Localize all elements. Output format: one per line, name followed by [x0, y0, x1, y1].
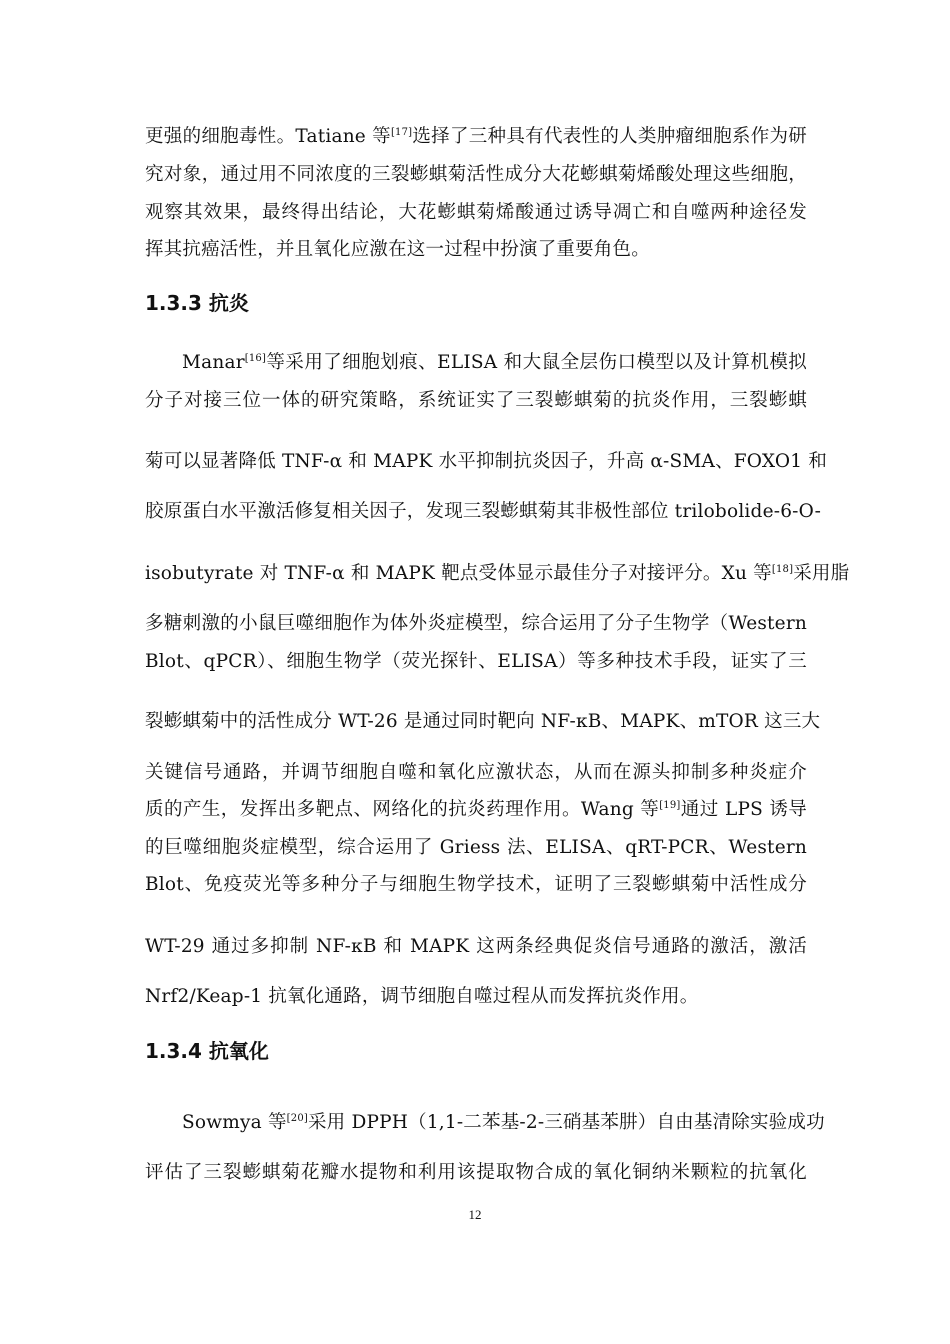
text-run: 质的产生，发挥出多靶点、网络化的抗炎药理作用。Wang 等	[145, 799, 660, 820]
text-run: 采用脂	[793, 563, 850, 584]
section-heading-1-3-4: 1.3.4 抗氧化	[145, 1039, 269, 1063]
paragraph-line: 多糖刺激的小鼠巨噬细胞作为体外炎症模型，综合运用了分子生物学（Western	[145, 613, 807, 634]
paragraph-line: 的巨噬细胞炎症模型，综合运用了 Griess 法、ELISA、qRT-PCR、Western	[145, 837, 807, 858]
text-run: 采用 DPPH（1,1-二苯基-2-三硝基苯肼）自由基清除实验成功	[307, 1112, 825, 1133]
paragraph-line: Blot、免疫荧光等多种分子与细胞生物学技术，证明了三裂蟛蜞菊中活性成分	[145, 874, 807, 895]
citation-ref: [19]	[659, 800, 681, 811]
paragraph-line	[182, 1110, 825, 1136]
paragraph-line: 究对象，通过用不同浓度的三裂蟛蜞菊活性成分大花蟛蜞菊烯酸处理这些细胞，	[145, 164, 807, 185]
paragraph-line: 挥其抗癌活性，并且氧化应激在这一过程中扮演了重要角色。	[145, 239, 650, 260]
paragraph-line: 分子对接三位一体的研究策略，系统证实了三裂蟛蜞菊的抗炎作用，三裂蟛蜞	[145, 390, 807, 411]
paragraph-line: 关键信号通路，并调节细胞自噬和氧化应激状态，从而在源头抑制多种炎症介	[145, 762, 807, 783]
paragraph-line: 观察其效果，最终得出结论，大花蟛蜞菊烯酸通过诱导凋亡和自噬两种途径发	[145, 202, 807, 223]
citation-ref: [16]	[244, 353, 267, 364]
text-run: 等采用了细胞划痕、ELISA 和大鼠全层伤口模型以及计算机模拟	[266, 352, 807, 373]
paragraph-line	[145, 797, 807, 823]
paragraph-line: WT-29 通过多抑制 NF-κB 和 MAPK 这两条经典促炎信号通路的激活，激活	[145, 936, 807, 957]
text-run: 通过 LPS 诱导	[680, 799, 807, 820]
text-run: 更强的细胞毒性。Tatiane 等	[145, 126, 391, 147]
text-run: 选择了三种具有代表性的人类肿瘤细胞系作为研	[412, 126, 807, 147]
paragraph-line: Blot、qPCR）、细胞生物学（荧光探针、ELISA）等多种技术手段，证实了三	[145, 651, 807, 672]
section-heading-1-3-3: 1.3.3 抗炎	[145, 291, 249, 315]
paragraph-line	[145, 561, 850, 587]
paragraph-line: 评估了三裂蟛蜞菊花瓣水提物和利用该提取物合成的氧化铜纳米颗粒的抗氧化	[145, 1162, 807, 1183]
text-run: Manar	[182, 352, 245, 373]
paragraph-line: 裂蟛蜞菊中的活性成分 WT-26 是通过同时靶向 NF-κB、MAPK、mTOR 这三大	[145, 711, 821, 732]
citation-ref: [17]	[390, 127, 413, 138]
paragraph-line	[182, 350, 807, 376]
page-number: 12	[468, 1207, 482, 1222]
paragraph-line	[145, 124, 807, 150]
paragraph-line: 胶原蛋白水平激活修复相关因子，发现三裂蟛蜞菊其非极性部位 trilobolide-6-O-	[145, 501, 822, 522]
paragraph-line: 菊可以显著降低 TNF-α 和 MAPK 水平抑制抗炎因子，升高 α-SMA、FOXO1 和	[145, 451, 828, 472]
citation-ref: [20]	[286, 1113, 308, 1124]
text-run: Sowmya 等	[182, 1112, 287, 1133]
citation-ref: [18]	[771, 564, 794, 575]
paragraph-line: Nrf2/Keap-1 抗氧化通路，调节细胞自噬过程从而发挥抗炎作用。	[145, 986, 699, 1007]
text-run: isobutyrate 对 TNF-α 和 MAPK 靶点受体显示最佳分子对接评分。Xu 等	[145, 563, 772, 584]
